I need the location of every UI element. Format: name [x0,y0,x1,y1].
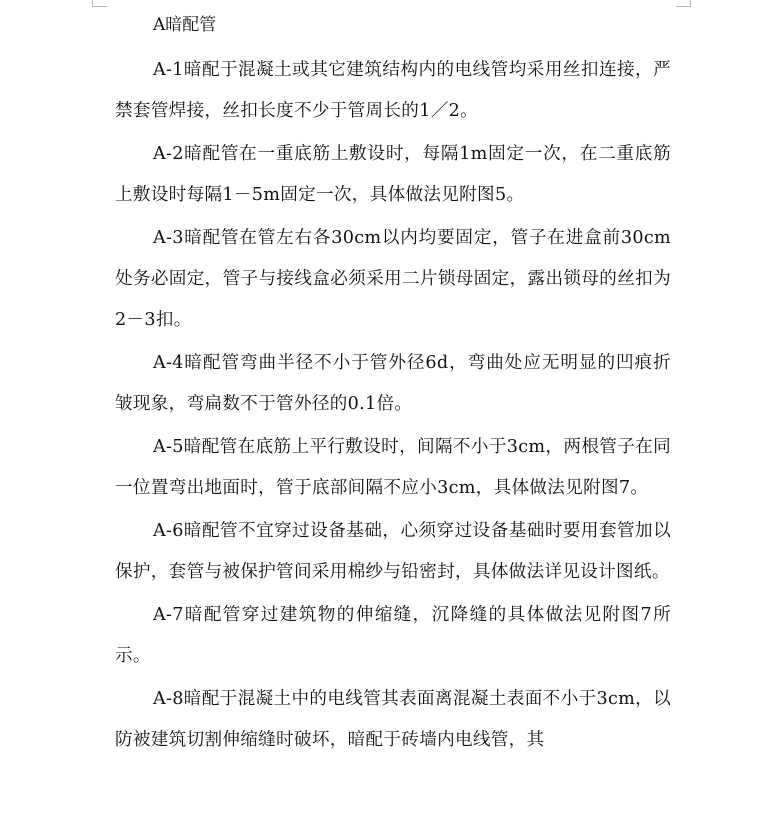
paragraph-a7: A-7暗配管穿过建筑物的伸缩缝，沉降缝的具体做法见附图7所示。 [115,605,671,666]
paragraph-a8: A-8暗配于混凝土中的电线管其表面离混凝土表面不小于3cm，以防被建筑切割伸缩缝时破坏，暗配于砖墙内电线管，其 [115,689,671,750]
paragraph-a2: A-2暗配管在一重底筋上敷设时，每隔1m固定一次，在二重底筋上敷设时每隔1－5m固定一次，具体做法见附图5。 [115,144,671,205]
paragraph-a6: A-6暗配管不宜穿过设备基础，心须穿过设备基础时要用套管加以保护，套管与被保护管间采用棉纱与铅密封，具体做法详见设计图纸。 [115,521,671,582]
margin-corner-mark-right [676,0,691,7]
paragraph-a5: A-5暗配管在底筋上平行敷设时，间隔不小于3cm，两根管子在同一位置弯出地面时，管于底部间隔不应小3cm，具体做法见附图7。 [115,437,671,498]
section-heading: A暗配管 [153,15,217,35]
paragraph-a4: A-4暗配管弯曲半径不小于管外径6d，弯曲处应无明显的凹痕折皱现象，弯扁数不于管外径的0.1倍。 [115,353,671,414]
document-body [115,8,671,763]
margin-corner-mark-left [92,0,107,7]
paragraph-a3: A-3暗配管在管左右各30cm以内均要固定，管子在进盒前30cm处务必固定，管子与接线盒必须采用二片锁母固定，露出锁母的丝扣为2－3扣。 [115,228,671,330]
paragraph-a1: A-1暗配于混凝土或其它建筑结构内的电线管均采用丝扣连接，严禁套管焊接，丝扣长度不少于管周长的1／2。 [115,60,671,121]
